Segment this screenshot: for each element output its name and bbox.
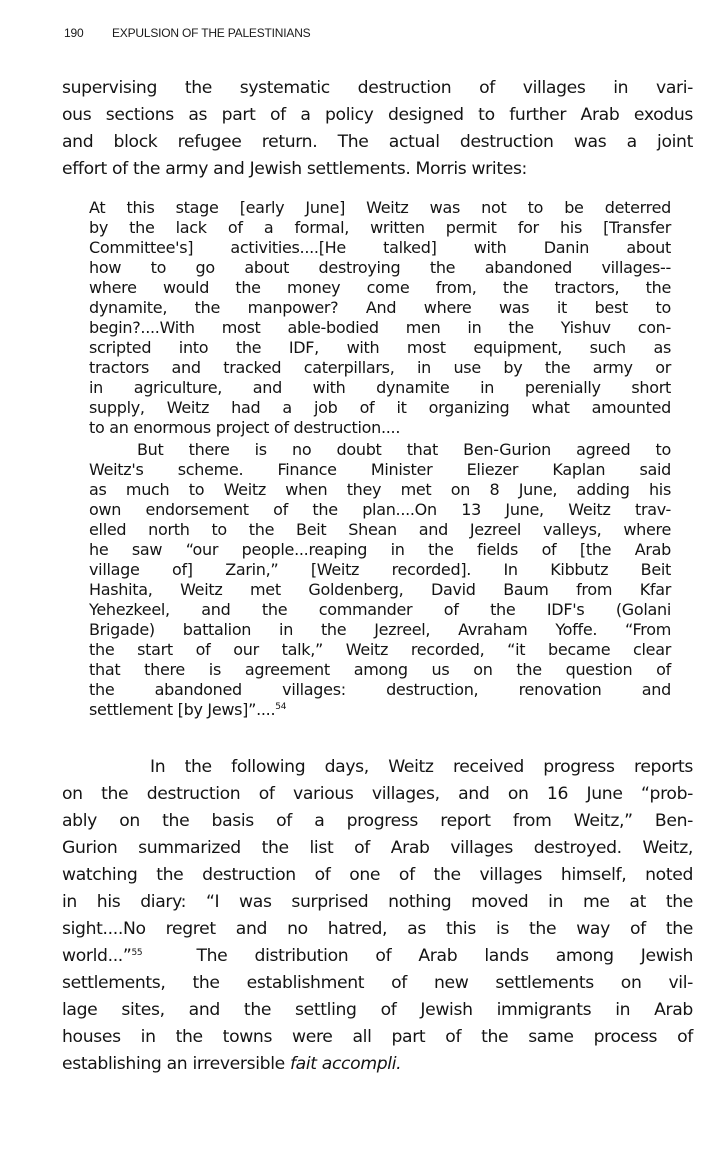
quote-line: Committee's] activities....[He talked] with Danin about — [89, 238, 671, 257]
text-line: effort of the army and Jewish settlements. Morris writes: — [62, 159, 527, 179]
text-line: settlements, the establishment of new settlements on vil- — [62, 973, 693, 993]
quote-line: as much to Weitz when they met on 8 June, adding his — [89, 480, 671, 499]
text-line — [62, 1052, 693, 1076]
quote-line: Brigade) battalion in the Jezreel, Avraham Yoffe. “From — [89, 620, 671, 639]
quote-line: village of] Zarin,” [Weitz recorded]. In Kibbutz Beit — [89, 560, 671, 579]
quote-line: supply, Weitz had a job of it organizing what amounted — [89, 398, 671, 417]
text-segment: establishing an irreversible — [62, 1054, 290, 1074]
running-header — [64, 26, 310, 40]
quote-line: elled north to the Beit Shean and Jezreel valleys, where — [89, 520, 671, 539]
quote-line: But there is no doubt that Ben-Gurion agreed to — [137, 440, 671, 459]
quote-line: he saw “our people...reaping in the fields of [the Arab — [89, 540, 671, 559]
quote-line: that there is agreement among us on the question of — [89, 660, 671, 679]
footnote-ref-54[interactable]: 54 — [275, 702, 287, 712]
quote-line: Yehezkeel, and the commander of the IDF's (Golani — [89, 600, 671, 619]
text-line: ous sections as part of a policy designed to further Arab exodus — [62, 105, 693, 125]
quote-line: own endorsement of the plan....On 13 June, Weitz trav- — [89, 500, 671, 519]
text-line: sight....No regret and no hatred, as this is the way of the — [62, 919, 693, 939]
running-title: EXPULSION OF THE PALESTINIANS — [112, 26, 311, 40]
text-line: lage sites, and the settling of Jewish immigrants in Arab — [62, 1000, 693, 1020]
text-segment: The distribution of Arab lands among Jewish — [142, 946, 693, 966]
text-line: on the destruction of various villages, and on 16 June “prob- — [62, 784, 693, 804]
quote-line: begin?....With most able-bodied men in the Yishuv con- — [89, 318, 671, 337]
quote-line: the abandoned villages: destruction, renovation and — [89, 680, 671, 699]
text-segment: world...” — [62, 946, 132, 966]
quote-line: how to go about destroying the abandoned villages-- — [89, 258, 671, 277]
quote-line: At this stage [early June] Weitz was not to be deterred — [89, 198, 671, 217]
quote-line: tractors and tracked caterpillars, in use by the army or — [89, 358, 671, 377]
footnote-ref-55[interactable]: 55 — [131, 948, 143, 958]
quote-line: dynamite, the manpower? And where was it best to — [89, 298, 671, 317]
quote-line: to an enormous project of destruction.... — [89, 418, 401, 437]
italic-phrase: fait accompli. — [289, 1054, 402, 1074]
quote-line: in agriculture, and with dynamite in perenially short — [89, 378, 671, 397]
quote-line: where would the money come from, the tractors, the — [89, 278, 671, 297]
text-line: In the following days, Weitz received progress reports — [150, 757, 693, 777]
text-line: ably on the basis of a progress report from Weitz,” Ben- — [62, 811, 693, 831]
text-line: in his diary: “I was surprised nothing moved in me at the — [62, 892, 693, 912]
text-line: Gurion summarized the list of Arab villages destroyed. Weitz, — [62, 838, 693, 858]
text-line: houses in the towns were all part of the same process of — [62, 1027, 693, 1047]
text-line: supervising the systematic destruction of villages in vari- — [62, 78, 693, 98]
page-number: 190 — [64, 26, 84, 40]
quote-line: scripted into the IDF, with most equipment, such as — [89, 338, 671, 357]
text-line: and block refugee return. The actual destruction was a joint — [62, 132, 693, 152]
quote-line — [89, 700, 671, 720]
quote-line: Hashita, Weitz met Goldenberg, David Baum from Kfar — [89, 580, 671, 599]
quote-line: by the lack of a formal, written permit for his [Transfer — [89, 218, 671, 237]
quote-line: the start of our talk,” Weitz recorded, “it became clear — [89, 640, 671, 659]
quote-line-text: settlement [by Jews]”.... — [89, 700, 276, 719]
text-line — [62, 944, 693, 968]
quote-line: Weitz's scheme. Finance Minister Eliezer Kaplan said — [89, 460, 671, 479]
text-line: watching the destruction of one of the villages himself, noted — [62, 865, 693, 885]
